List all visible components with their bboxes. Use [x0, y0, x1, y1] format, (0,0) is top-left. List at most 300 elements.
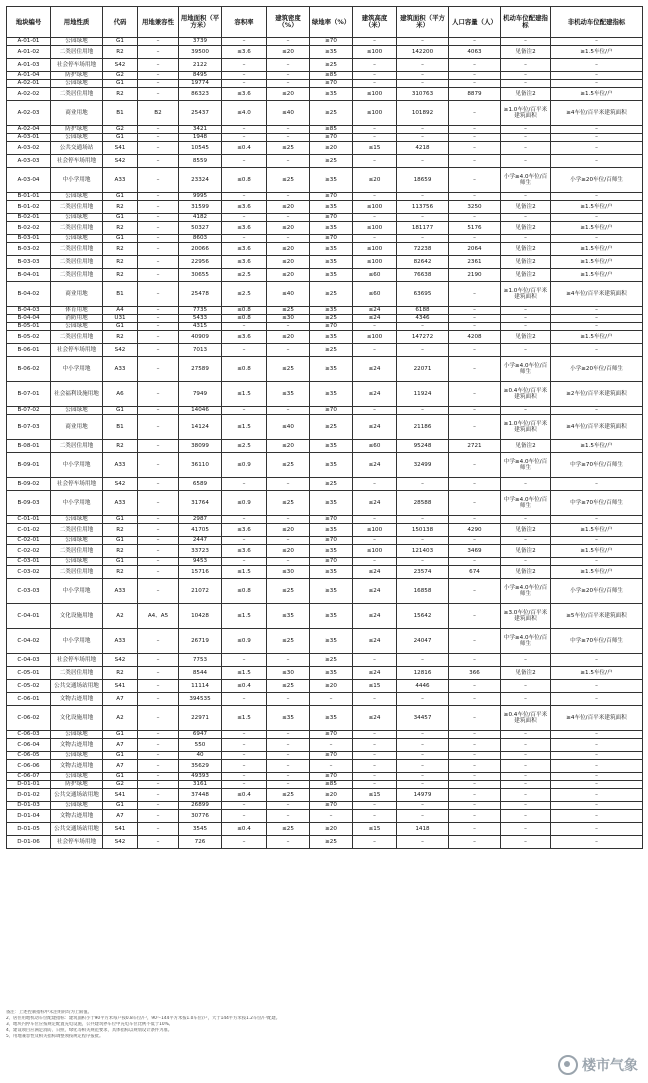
table-cell: ≤0.4 [222, 142, 267, 155]
table-cell: 中学≥70车位/百师生 [551, 629, 643, 654]
table-cell: – [222, 810, 267, 823]
table-row [7, 193, 643, 201]
table-cell: – [138, 558, 179, 566]
table-cell: – [138, 235, 179, 243]
table-cell: 366 [449, 667, 501, 680]
table-cell: – [449, 344, 501, 357]
table-cell: – [138, 415, 179, 440]
table-cell: ≥70 [310, 134, 353, 142]
table-cell: 二类居住用地 [51, 201, 103, 214]
table-cell: 8495 [179, 72, 222, 80]
table-cell: 中小学用地 [51, 357, 103, 382]
table-cell: – [449, 739, 501, 752]
table-cell: ≥1.5车位/户 [551, 46, 643, 59]
table-cell: – [267, 38, 310, 46]
table-cell: – [551, 344, 643, 357]
table-cell: ≥1.0车位/百平米建筑面积 [501, 101, 551, 126]
table-cell: 社会停车场用地 [51, 344, 103, 357]
table-cell: – [501, 752, 551, 760]
table-cell: – [267, 407, 310, 415]
table-cell: – [267, 802, 310, 810]
table-cell: ≤24 [353, 566, 397, 579]
table-cell: 公园绿地 [51, 731, 103, 739]
table-cell: 2987 [179, 516, 222, 524]
table-cell: ≤3.6 [222, 201, 267, 214]
table-cell: B-09-01 [7, 453, 51, 478]
table-cell: – [353, 72, 397, 80]
table-cell: 8879 [449, 88, 501, 101]
table-cell: – [138, 243, 179, 256]
table-cell: ≥70 [310, 516, 353, 524]
table-cell: – [551, 134, 643, 142]
table-cell: ≥35 [310, 524, 353, 537]
table-cell: – [138, 407, 179, 415]
table-cell: 22971 [179, 706, 222, 731]
table-cell: – [267, 344, 310, 357]
table-row [7, 415, 643, 440]
table-cell: – [551, 680, 643, 693]
table-cell: ≥35 [310, 491, 353, 516]
footnotes [6, 1010, 626, 1040]
table-cell: – [138, 516, 179, 524]
table-cell: 二类居住用地 [51, 243, 103, 256]
table-cell: – [501, 516, 551, 524]
table-cell: ≥1.5车位/户 [551, 331, 643, 344]
table-cell: R2 [103, 331, 138, 344]
table-row [7, 357, 643, 382]
table-cell: D-01-02 [7, 789, 51, 802]
table-cell: 见备注2 [501, 243, 551, 256]
table-cell: A2 [103, 604, 138, 629]
table-cell: A33 [103, 579, 138, 604]
table-cell: 7753 [179, 654, 222, 667]
table-cell: 11924 [397, 382, 449, 407]
table-cell: R2 [103, 201, 138, 214]
table-cell: 23324 [179, 168, 222, 193]
table-row [7, 72, 643, 80]
table-cell: ≥35 [310, 706, 353, 731]
table-cell: ≤3.6 [222, 524, 267, 537]
column-header: 用地兼容性 [138, 7, 179, 38]
table-cell: – [397, 214, 449, 222]
table-cell: 见备注2 [501, 222, 551, 235]
table-cell: ≤3.6 [222, 545, 267, 558]
table-row [7, 491, 643, 516]
table-row [7, 307, 643, 315]
table-cell: – [353, 155, 397, 168]
table-cell: S42 [103, 59, 138, 72]
table-cell: – [449, 491, 501, 516]
table-cell: 社会停车场用地 [51, 155, 103, 168]
table-cell: C-06-01 [7, 693, 51, 706]
table-cell: ≤25 [267, 629, 310, 654]
table-cell: – [551, 80, 643, 88]
table-cell: ≤35 [267, 706, 310, 731]
table-cell: – [449, 802, 501, 810]
table-cell: ≤3.6 [222, 88, 267, 101]
footnote-line: 2、居住用地机动车位配建指标：建筑面积小于90平方米每户按0.8车位/户，90～144平方米按1.0车位/户，大于144平方米按1.2车位/户配建。 [6, 1016, 281, 1021]
table-cell: 3161 [179, 781, 222, 789]
table-cell: ≤60 [353, 269, 397, 282]
table-cell: – [267, 235, 310, 243]
table-cell: – [501, 731, 551, 739]
table-cell: – [551, 752, 643, 760]
table-cell: ≥85 [310, 126, 353, 134]
table-cell: B-03-02 [7, 243, 51, 256]
table-cell: – [397, 654, 449, 667]
table-cell: ≥35 [310, 440, 353, 453]
table-cell: 25437 [179, 101, 222, 126]
table-cell: – [222, 126, 267, 134]
table-cell: – [449, 537, 501, 545]
table-cell: 86323 [179, 88, 222, 101]
table-cell: 见备注2 [501, 46, 551, 59]
table-row [7, 760, 643, 773]
table-cell: – [397, 731, 449, 739]
table-cell: 二类居住用地 [51, 331, 103, 344]
table-cell: 中小学用地 [51, 453, 103, 478]
table-cell: ≥1.5车位/户 [551, 88, 643, 101]
table-cell: C-06-02 [7, 706, 51, 731]
table-cell: – [267, 836, 310, 849]
table-cell: S41 [103, 789, 138, 802]
table-cell: ≥35 [310, 382, 353, 407]
table-cell: 41705 [179, 524, 222, 537]
table-cell: A7 [103, 760, 138, 773]
table-cell: 中学≥70车位/百师生 [551, 453, 643, 478]
table-cell: B-07-01 [7, 382, 51, 407]
table-cell: 24047 [397, 629, 449, 654]
table-cell: ≤0.4 [222, 823, 267, 836]
table-cell: ≤25 [267, 680, 310, 693]
table-cell: 文化设施用地 [51, 706, 103, 731]
table-cell: ≤25 [267, 789, 310, 802]
table-cell: – [449, 155, 501, 168]
table-cell: B-03-01 [7, 235, 51, 243]
table-cell: ≥20 [310, 789, 353, 802]
table-cell: ≤25 [267, 579, 310, 604]
table-cell: ≤20 [353, 168, 397, 193]
table-cell: ≥70 [310, 214, 353, 222]
table-cell: – [353, 193, 397, 201]
table-cell: – [353, 810, 397, 823]
table-cell: C-03-02 [7, 566, 51, 579]
table-cell: ≥1.5车位/户 [551, 545, 643, 558]
table-cell: 社会福利设施用地 [51, 382, 103, 407]
table-cell: – [449, 604, 501, 629]
table-cell: – [353, 126, 397, 134]
table-cell: – [222, 478, 267, 491]
table-cell: ≥1.0车位/百平米建筑面积 [501, 282, 551, 307]
table-cell: 社会停车场用地 [51, 478, 103, 491]
table-cell: – [397, 59, 449, 72]
table-cell: – [551, 558, 643, 566]
table-cell: ≥70 [310, 537, 353, 545]
table-cell: 21186 [397, 415, 449, 440]
table-cell: – [138, 331, 179, 344]
footnote-line: 5、用地兼容性及相关指标调整须按规定程序报批。 [6, 1034, 104, 1039]
table-cell: – [501, 235, 551, 243]
table-cell: 33723 [179, 545, 222, 558]
table-cell: – [353, 802, 397, 810]
table-cell: ≤24 [353, 579, 397, 604]
table-cell: 9995 [179, 193, 222, 201]
table-cell: – [138, 38, 179, 46]
table-cell: – [551, 478, 643, 491]
table-cell: – [138, 810, 179, 823]
table-cell: – [138, 222, 179, 235]
table-cell: – [222, 193, 267, 201]
table-cell: 2447 [179, 537, 222, 545]
table-cell: 防护绿地 [51, 126, 103, 134]
table-cell: – [222, 155, 267, 168]
table-cell: G1 [103, 752, 138, 760]
table-cell: ≤100 [353, 101, 397, 126]
table-cell: – [449, 315, 501, 323]
table-cell: – [501, 537, 551, 545]
table-cell: ≤0.8 [222, 168, 267, 193]
table-row [7, 654, 643, 667]
table-cell: 31764 [179, 491, 222, 516]
table-cell: 113756 [397, 201, 449, 214]
table-cell: 8559 [179, 155, 222, 168]
table-cell: 文物古迹用地 [51, 693, 103, 706]
table-cell: ≤20 [267, 243, 310, 256]
table-cell: ≤0.8 [222, 579, 267, 604]
table-cell: B-07-02 [7, 407, 51, 415]
table-cell: A-03-02 [7, 142, 51, 155]
table-cell: – [222, 781, 267, 789]
table-cell: – [222, 654, 267, 667]
table-cell: – [397, 558, 449, 566]
table-cell: ≥1.5车位/户 [551, 269, 643, 282]
table-cell: A-01-03 [7, 59, 51, 72]
table-cell: – [267, 739, 310, 752]
table-cell: – [267, 537, 310, 545]
table-cell: 2361 [449, 256, 501, 269]
column-header: 地块编号 [7, 7, 51, 38]
column-header: 容积率 [222, 7, 267, 38]
table-cell: – [501, 142, 551, 155]
table-cell: ≥25 [310, 415, 353, 440]
table-cell: 二类居住用地 [51, 440, 103, 453]
table-cell: G1 [103, 516, 138, 524]
table-row [7, 516, 643, 524]
table-cell: G1 [103, 235, 138, 243]
table-cell: C-04-01 [7, 604, 51, 629]
table-cell: – [353, 214, 397, 222]
table-cell: – [138, 579, 179, 604]
table-row [7, 680, 643, 693]
table-cell: 14979 [397, 789, 449, 802]
table-cell: B1 [103, 101, 138, 126]
table-cell: ≥0.4车位/百平米建筑面积 [501, 706, 551, 731]
table-cell: – [138, 72, 179, 80]
table-cell: 小学≥20车位/百师生 [551, 168, 643, 193]
table-cell: ≥35 [310, 453, 353, 478]
table-cell: ≤25 [267, 823, 310, 836]
table-cell: 39500 [179, 46, 222, 59]
table-row [7, 80, 643, 88]
table-cell: ≤1.5 [222, 382, 267, 407]
table-cell: ≤2.5 [222, 440, 267, 453]
table-row [7, 604, 643, 629]
table-cell: ≤4.0 [222, 101, 267, 126]
table-row [7, 269, 643, 282]
table-cell: G2 [103, 126, 138, 134]
table-cell: ≤24 [353, 357, 397, 382]
table-cell: – [353, 781, 397, 789]
table-cell: ≤1.5 [222, 566, 267, 579]
table-cell: ≥25 [310, 282, 353, 307]
table-cell: 19774 [179, 80, 222, 88]
table-cell: – [267, 693, 310, 706]
table-cell: 63695 [397, 282, 449, 307]
table-cell: G1 [103, 407, 138, 415]
table-cell: – [397, 516, 449, 524]
table-cell: – [501, 478, 551, 491]
table-cell: 公共交通场站用地 [51, 823, 103, 836]
table-cell: – [138, 269, 179, 282]
table-cell: ≥70 [310, 80, 353, 88]
table-cell: S41 [103, 823, 138, 836]
table-cell: – [501, 72, 551, 80]
table-cell: – [501, 38, 551, 46]
table-cell: – [222, 407, 267, 415]
table-cell: – [397, 235, 449, 243]
table-cell: – [501, 739, 551, 752]
table-cell: G1 [103, 193, 138, 201]
table-cell: ≥1.5车位/户 [551, 243, 643, 256]
table-cell: – [449, 323, 501, 331]
footnote-line: 3、地块内停车位应按规定配置充电设施，公共建筑停车位中充电车位比例不低于10%。 [6, 1022, 173, 1027]
table-cell: – [449, 72, 501, 80]
table-cell: – [501, 214, 551, 222]
table-cell: – [449, 558, 501, 566]
table-cell: – [551, 781, 643, 789]
table-cell: A-02-01 [7, 80, 51, 88]
table-cell: ≥35 [310, 629, 353, 654]
table-cell: B-02-01 [7, 214, 51, 222]
table-row [7, 537, 643, 545]
table-cell: – [353, 80, 397, 88]
table-cell: A-02-02 [7, 88, 51, 101]
table-cell: – [397, 739, 449, 752]
table-cell: ≤0.9 [222, 491, 267, 516]
table-cell: ≤25 [267, 491, 310, 516]
table-cell: – [267, 731, 310, 739]
table-cell: ≥35 [310, 243, 353, 256]
table-cell: – [449, 731, 501, 739]
table-row [7, 315, 643, 323]
table-cell: ≤0.4 [222, 680, 267, 693]
table-cell: ≤3.6 [222, 222, 267, 235]
table-cell: – [501, 315, 551, 323]
table-cell: R2 [103, 46, 138, 59]
table-cell: 3545 [179, 823, 222, 836]
table-cell: C-06-04 [7, 739, 51, 752]
table-cell: – [449, 478, 501, 491]
table-cell: 社会停车场用地 [51, 836, 103, 849]
table-cell: – [397, 126, 449, 134]
table-cell: 38099 [179, 440, 222, 453]
table-cell: B-02-02 [7, 222, 51, 235]
table-cell: D-01-05 [7, 823, 51, 836]
table-cell: 防护绿地 [51, 781, 103, 789]
table-cell: A6 [103, 382, 138, 407]
table-cell: C-03-03 [7, 579, 51, 604]
table-cell: – [449, 59, 501, 72]
table-cell: – [397, 773, 449, 781]
table-cell: ≤20 [267, 222, 310, 235]
table-cell: – [501, 823, 551, 836]
table-cell: – [551, 72, 643, 80]
column-header: 建筑密度（%） [267, 7, 310, 38]
table-cell: 394535 [179, 693, 222, 706]
table-cell: – [551, 810, 643, 823]
table-row [7, 134, 643, 142]
table-cell: B-01-01 [7, 193, 51, 201]
table-cell: ≥70 [310, 752, 353, 760]
table-cell: ≥35 [310, 579, 353, 604]
table-cell: 21072 [179, 579, 222, 604]
table-cell: ≤60 [353, 282, 397, 307]
table-cell: – [222, 59, 267, 72]
table-cell: 10428 [179, 604, 222, 629]
table-cell: – [138, 537, 179, 545]
table-cell: ≤20 [267, 440, 310, 453]
table-cell: 中学≥4.0车位/百师生 [501, 629, 551, 654]
table-cell: 二类居住用地 [51, 566, 103, 579]
table-cell: – [551, 193, 643, 201]
table-cell: A33 [103, 491, 138, 516]
table-cell: A33 [103, 629, 138, 654]
table-cell: A7 [103, 810, 138, 823]
table-cell: ≥35 [310, 256, 353, 269]
table-cell: – [501, 693, 551, 706]
table-cell: 公园绿地 [51, 802, 103, 810]
table-cell: – [501, 558, 551, 566]
table-cell: C-06-05 [7, 752, 51, 760]
table-cell: – [397, 752, 449, 760]
table-cell: ≥20 [310, 142, 353, 155]
table-cell: – [449, 142, 501, 155]
table-cell: ≤24 [353, 667, 397, 680]
table-cell: – [267, 781, 310, 789]
table-cell: 95248 [397, 440, 449, 453]
table-cell: – [138, 739, 179, 752]
table-cell: – [449, 823, 501, 836]
table-cell: B-04-01 [7, 269, 51, 282]
table-cell: – [138, 760, 179, 773]
table-cell: – [501, 654, 551, 667]
table-cell: – [449, 357, 501, 382]
table-cell: – [138, 566, 179, 579]
table-cell: ≤15 [353, 142, 397, 155]
table-cell: ≤100 [353, 222, 397, 235]
table-cell: 22956 [179, 256, 222, 269]
table-cell: ≤20 [267, 331, 310, 344]
footnote-line: 备注：上述控制指标中未注明的均为上限值。 [6, 1010, 92, 1015]
table-row [7, 142, 643, 155]
table-cell: 小学≥4.0车位/百师生 [501, 579, 551, 604]
table-cell: ≤2.5 [222, 282, 267, 307]
table-cell: 中小学用地 [51, 629, 103, 654]
table-row [7, 222, 643, 235]
table-row [7, 836, 643, 849]
table-cell: 1418 [397, 823, 449, 836]
table-cell: – [138, 453, 179, 478]
